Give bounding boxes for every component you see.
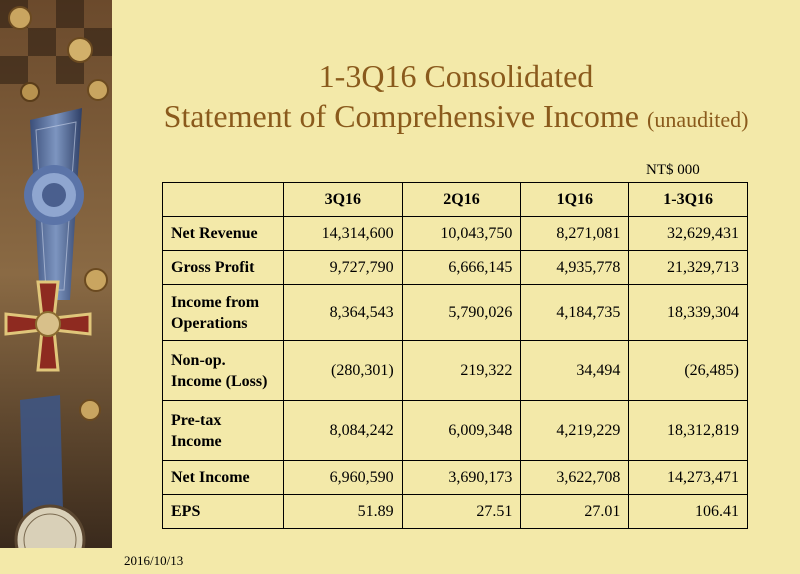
title-line-2 — [112, 96, 800, 140]
cell-2q16: 10,043,750 — [402, 217, 521, 251]
row-label: Net Revenue — [163, 217, 284, 251]
cell-3q16: 14,314,600 — [284, 217, 403, 251]
cell-1-3q16: 21,329,713 — [629, 251, 748, 285]
row-label — [163, 341, 284, 401]
currency-note: NT$ 000 — [646, 162, 700, 178]
cell-1q16: 4,219,229 — [521, 401, 629, 461]
cell-3q16: 8,084,242 — [284, 401, 403, 461]
cell-2q16: 3,690,173 — [402, 461, 521, 495]
cell-3q16: 51.89 — [284, 495, 403, 529]
table-row-pre-tax-income — [163, 401, 748, 461]
header-cell-1q16: 1Q16 — [521, 183, 629, 217]
cell-1-3q16: 14,273,471 — [629, 461, 748, 495]
cell-3q16: 8,364,543 — [284, 285, 403, 341]
row-label-line-1: Non-op. — [171, 351, 226, 369]
row-label: Gross Profit — [163, 251, 284, 285]
row-label-line-2: Income (Loss) — [171, 372, 268, 390]
cell-3q16: 6,960,590 — [284, 461, 403, 495]
cell-2q16: 6,666,145 — [402, 251, 521, 285]
cell-1q16: 4,184,735 — [521, 285, 629, 341]
row-label: EPS — [163, 495, 284, 529]
header-cell-empty — [163, 183, 284, 217]
cell-3q16: 9,727,790 — [284, 251, 403, 285]
cell-2q16: 5,790,026 — [402, 285, 521, 341]
slide-title — [112, 56, 800, 140]
table-row-gross-profit — [163, 251, 748, 285]
cell-1-3q16: 18,312,819 — [629, 401, 748, 461]
cell-3q16: (280,301) — [284, 341, 403, 401]
cell-2q16: 6,009,348 — [402, 401, 521, 461]
decorative-medal-image — [0, 0, 112, 548]
cell-1-3q16: 18,339,304 — [629, 285, 748, 341]
cell-1q16: 3,622,708 — [521, 461, 629, 495]
header-cell-2q16: 2Q16 — [402, 183, 521, 217]
row-label-line-2: Income — [171, 432, 222, 450]
cell-1q16: 34,494 — [521, 341, 629, 401]
cell-1-3q16: 32,629,431 — [629, 217, 748, 251]
cell-1-3q16: (26,485) — [629, 341, 748, 401]
row-label: Net Income — [163, 461, 284, 495]
row-label — [163, 285, 284, 341]
table-row-net-income — [163, 461, 748, 495]
table-row-non-op-income — [163, 341, 748, 401]
row-label-line-2: Operations — [171, 314, 248, 332]
header-cell-3q16: 3Q16 — [284, 183, 403, 217]
income-statement-table — [162, 182, 748, 529]
cell-1q16: 27.01 — [521, 495, 629, 529]
row-label-line-1: Income from — [171, 293, 260, 311]
title-line-2-sub: (unaudited) — [647, 107, 749, 132]
title-line-2-main: Statement of Comprehensive Income — [163, 98, 639, 134]
header-cell-1-3q16: 1-3Q16 — [629, 183, 748, 217]
title-line-1: 1-3Q16 Consolidated — [318, 58, 594, 94]
cell-1q16: 4,935,778 — [521, 251, 629, 285]
table-row-net-revenue — [163, 217, 748, 251]
table-row-income-from-operations — [163, 285, 748, 341]
cell-1-3q16: 106.41 — [629, 495, 748, 529]
row-label — [163, 401, 284, 461]
footer-date: 2016/10/13 — [124, 553, 184, 568]
table-row-eps — [163, 495, 748, 529]
cell-2q16: 27.51 — [402, 495, 521, 529]
cell-1q16: 8,271,081 — [521, 217, 629, 251]
table-header-row — [163, 183, 748, 217]
cell-2q16: 219,322 — [402, 341, 521, 401]
row-label-line-1: Pre-tax — [171, 411, 222, 429]
